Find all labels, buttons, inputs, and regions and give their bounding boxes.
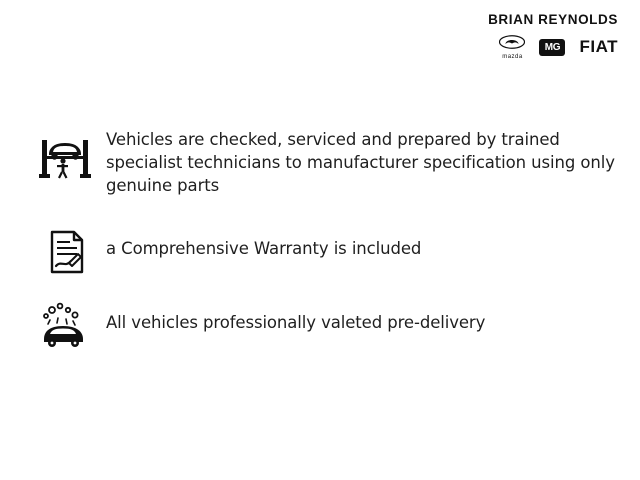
mazda-brand bbox=[499, 34, 525, 60]
document-signed-icon bbox=[36, 223, 94, 281]
mg-brand bbox=[539, 39, 565, 56]
feature-item bbox=[36, 297, 620, 355]
dealer-header bbox=[488, 12, 618, 60]
fiat-logo-icon: FIAT bbox=[579, 37, 618, 56]
feature-item bbox=[36, 128, 620, 197]
car-wash-icon bbox=[36, 297, 94, 355]
mazda-logo-icon bbox=[499, 34, 525, 53]
brand-logo-row bbox=[488, 34, 618, 60]
mazda-wordmark: mazda bbox=[502, 54, 523, 60]
feature-list bbox=[36, 128, 620, 355]
mg-logo-icon: MG bbox=[539, 39, 565, 56]
feature-item bbox=[36, 223, 620, 281]
dealer-name: BRIAN REYNOLDS bbox=[488, 12, 618, 27]
feature-text: Vehicles are checked, serviced and prepared by trained specialist technicians to manufacturer specification using only genuine parts bbox=[106, 130, 615, 195]
fiat-brand bbox=[579, 37, 618, 57]
feature-text: All vehicles professionally valeted pre-delivery bbox=[106, 313, 486, 332]
feature-text: a Comprehensive Warranty is included bbox=[106, 239, 422, 258]
car-on-lift-icon bbox=[36, 130, 94, 188]
